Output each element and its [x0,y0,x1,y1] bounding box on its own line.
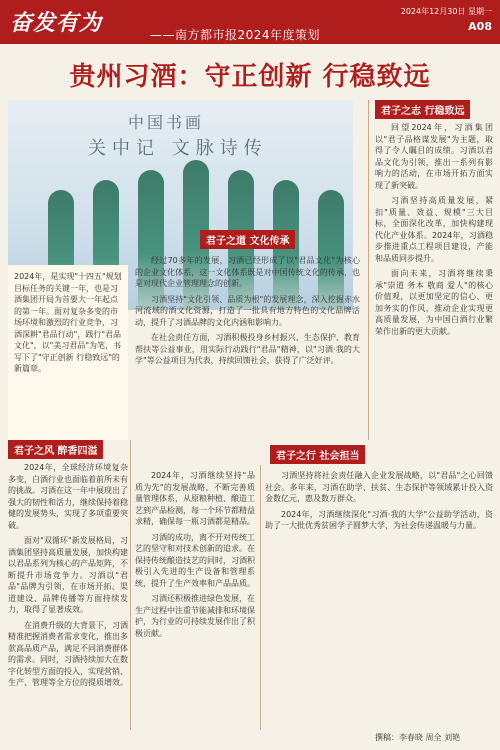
section-heading-left: 君子之风 醉香四溢 [8,440,103,459]
stage-sign-line1: 中国书画 [128,113,205,132]
paragraph: 在社会责任方面，习酒积极投身乡村振兴、生态保护、教育帮扶等公益事业，用实际行动践行"君品"精神，以"习酒·我的大学"等公益项目为代表，持续回馈社会，获得了广泛好评。 [135,333,360,365]
masthead-banner [0,0,500,44]
middle-column [135,255,360,371]
byline: 撰稿：李春晓 周全 刘艳 [375,733,461,742]
left-column [8,462,128,693]
center-lower-column [135,470,255,643]
paragraph: 习酒坚持将社会责任融入企业发展战略，以"君品"之心回馈社会。多年来，习酒在助学、扶贫、生态保护等领域累计投入资金数亿元，惠及数万群众。 [265,471,493,503]
section-heading-mid: 君子之道 文化传承 [200,230,295,249]
right-lower-column [265,470,493,536]
page-number: A08 [468,20,492,33]
section-heading-right-mid: 君子之行 社会担当 [270,445,365,464]
paragraph: 2024年，习酒继续深化"习酒·我的大学"公益助学活动，资助了一大批优秀贫困学子圆梦大学，为社会传递温暖与力量。 [265,509,493,530]
page-title: 贵州习酒：守正创新 行稳致远 [69,62,431,92]
intro-box [8,265,128,440]
paragraph: 2024年，习酒继续坚持"品质为先"的发展战略，不断完善质量管理体系，从原粮种植、酿造工艺到产品检测，每一个环节都精益求精，确保每一瓶习酒都是精品。 [135,471,255,526]
paragraph: 回望2024年，习酒集团以"君子品格谋发展"为主题，取得了令人瞩目的成绩。习酒以君品文化为引领，推出一系列有影响力的活动，在市场开拓方面实现了新突破。 [375,123,493,190]
paragraph: 在消费升级的大背景下，习酒精准把握消费者需求变化，推出多款高品质产品，满足不同消费群体的需求。同时，习酒持续加大在数字化转型方面的投入，实现营销、生产、管理等全方位的提质增效。 [8,620,128,687]
right-column [375,122,493,341]
paragraph: 习酒还积极推进绿色发展，在生产过程中注重节能减排和环境保护，为行业的可持续发展作出了积极贡献。 [135,594,255,638]
paragraph: 经过70多年的发展，习酒已经形成了以"君品文化"为核心的企业文化体系，这一文化体系既是对中国传统文化的传承，也是对现代企业管理理念的创新。 [135,256,360,288]
issue-date: 2024年12月30日 星期一 [400,7,492,16]
brand-title: 奋发有为 [10,10,103,36]
paragraph: 习酒坚持高质量发展，紧扣"质量、效益、规模"三大目标，全面深化改革，加快构建现代化产业体系。2024年，习酒稳步推进重点工程项目建设，产能和品质同步提升。 [375,196,493,263]
brand-subtitle: ——南方都市报2024年度策划 [150,28,321,42]
paragraph: 面向未来，习酒将继续秉承"崇道 务本 敬商 爱人"的核心价值观，以更加坚定的信心、更加务实的作风，推动企业实现更高质量发展，为中国白酒行业繁荣作出新的更大贡献。 [375,269,493,336]
paragraph: 习酒的成功，离不开对传统工艺的坚守和对技术创新的追求。在保持传统酿造技艺的同时，习酒积极引入先进的生产设备和管理系统，提升了生产效率和产品品质。 [135,532,255,588]
stage-sign-line2: 关中记 文脉诗传 [88,138,268,159]
column-divider [130,440,131,730]
paragraph: 习酒坚持"文化引领、品质为根"的发展理念，深入挖掘赤水河流域的酒文化资源，打造了一批具有地方特色的文化品牌活动，提升了习酒品牌的文化内涵和影响力。 [135,294,360,327]
section-heading-right-top: 君子之志 行稳致远 [375,100,470,119]
column-divider [368,100,369,440]
paragraph: 面对"双循环"新发展格局，习酒集团坚持高质量发展，加快构建以君品系列为核心的产品矩阵，不断提升市场竞争力。习酒以"君品"品牌为引领，在市场开拓、渠道建设、品牌传播等方面持续发力，取得了显著成效。 [8,536,128,614]
intro-text: 2024年，是实现"十四五"规划目标任务的关键一年，也是习酒集团开局为首要大一年起点的第一年。面对复杂多变的市场环境和激烈的行业竞争，习酒深耕"君品行动"，践行"君品文化"，以"美习君品"为笔，书写下了"守正创新 行稳致远"的新篇章。 [14,272,122,373]
column-divider [260,465,261,730]
paragraph: 2024年，全球经济环境复杂多变，白酒行业也面临着前所未有的挑战。习酒在这一年中展现出了强大的韧性和活力，继续保持着稳健的发展势头，实现了多项重要突破。 [8,463,128,530]
